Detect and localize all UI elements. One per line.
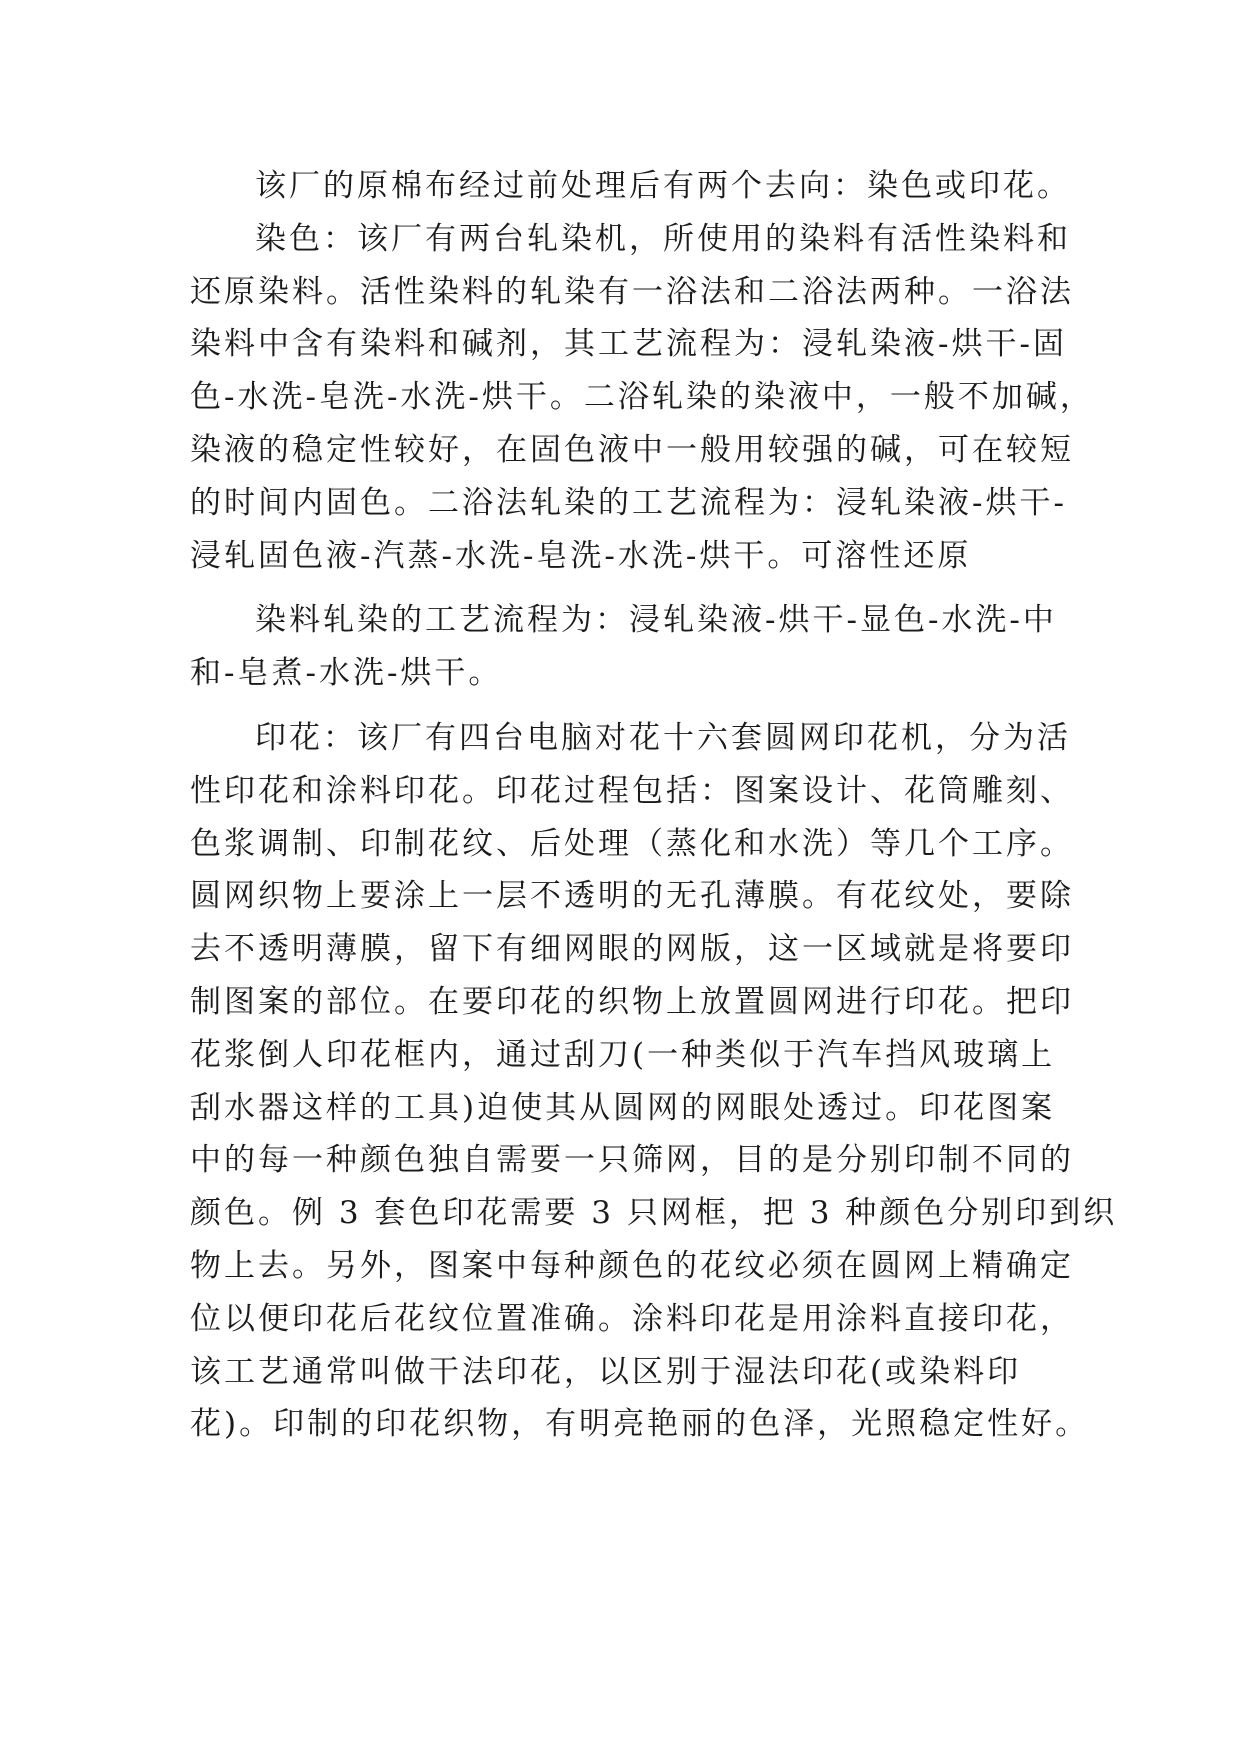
text-line: 色浆调制、印制花纹、后处理（蒸化和水洗）等几个工序。: [190, 825, 1074, 862]
text-line: 染色：该厂有两台轧染机，所使用的染料有活性染料和: [255, 220, 1071, 257]
text-line: 刮水器这样的工具)迫使其从圆网的网眼处透过。印花图案: [190, 1089, 1056, 1126]
text-line: 浸轧固色液-汽蒸-水洗-皂洗-水洗-烘干。可溶性还原: [190, 537, 972, 574]
text-line: 该工艺通常叫做干法印花，以区别于湿法印花(或染料印: [190, 1353, 1022, 1390]
text-line: 的时间内固色。二浴法轧染的工艺流程为：浸轧染液-烘干-: [190, 484, 1067, 521]
document-body: [190, 160, 1118, 1451]
text-line: 染料中含有染料和碱剂，其工艺流程为：浸轧染液-烘干-固: [190, 326, 1067, 363]
text-line: 花)。印制的印花织物，有明亮艳丽的色泽，光照稳定性好。: [190, 1406, 1090, 1443]
text-line: 物上去。另外，图案中每种颜色的花纹必须在圆网上精确定: [190, 1247, 1074, 1284]
text-line: 染料轧染的工艺流程为：浸轧染液-烘干-显色-水洗-中: [255, 602, 1057, 639]
text-line: 该厂的原棉布经过前处理后有两个去向：染色或印花。: [255, 168, 1071, 204]
text-line: 染液的稳定性较好，在固色液中一般用较强的碱，可在较短: [190, 431, 1074, 468]
text-line: 中的每一种颜色独自需要一只筛网，目的是分别印制不同的: [190, 1142, 1074, 1179]
text-line: 色-水洗-皂洗-水洗-烘干。二浴轧染的染液中，一般不加碱，: [190, 379, 1094, 416]
text-line: 和-皂煮-水洗-烘干。: [190, 655, 503, 692]
text-line: 印花：该厂有四台电脑对花十六套圆网印花机，分为活: [255, 719, 1071, 756]
text-line: 去不透明薄膜，留下有细网眼的网版，这一区域就是将要印: [190, 931, 1074, 968]
text-line: 制图案的部位。在要印花的织物上放置圆网进行印花。把印: [190, 983, 1074, 1020]
text-line: 性印花和涂料印花。印花过程包括：图案设计、花筒雕刻、: [190, 772, 1074, 809]
text-line: 还原染料。活性染料的轧染有一浴法和二浴法两种。一浴法: [190, 273, 1074, 310]
text-line: 花浆倒人印花框内，通过刮刀(一种类似于汽车挡风玻璃上: [190, 1036, 1056, 1073]
text-line: 位以便印花后花纹位置准确。涂料印花是用涂料直接印花，: [190, 1300, 1074, 1337]
text-line: 圆网织物上要涂上一层不透明的无孔薄膜。有花纹处，要除: [190, 878, 1074, 915]
text-line: 颜色。例 3 套色印花需要 3 只网框，把 3 种颜色分别印到织: [190, 1195, 1118, 1232]
